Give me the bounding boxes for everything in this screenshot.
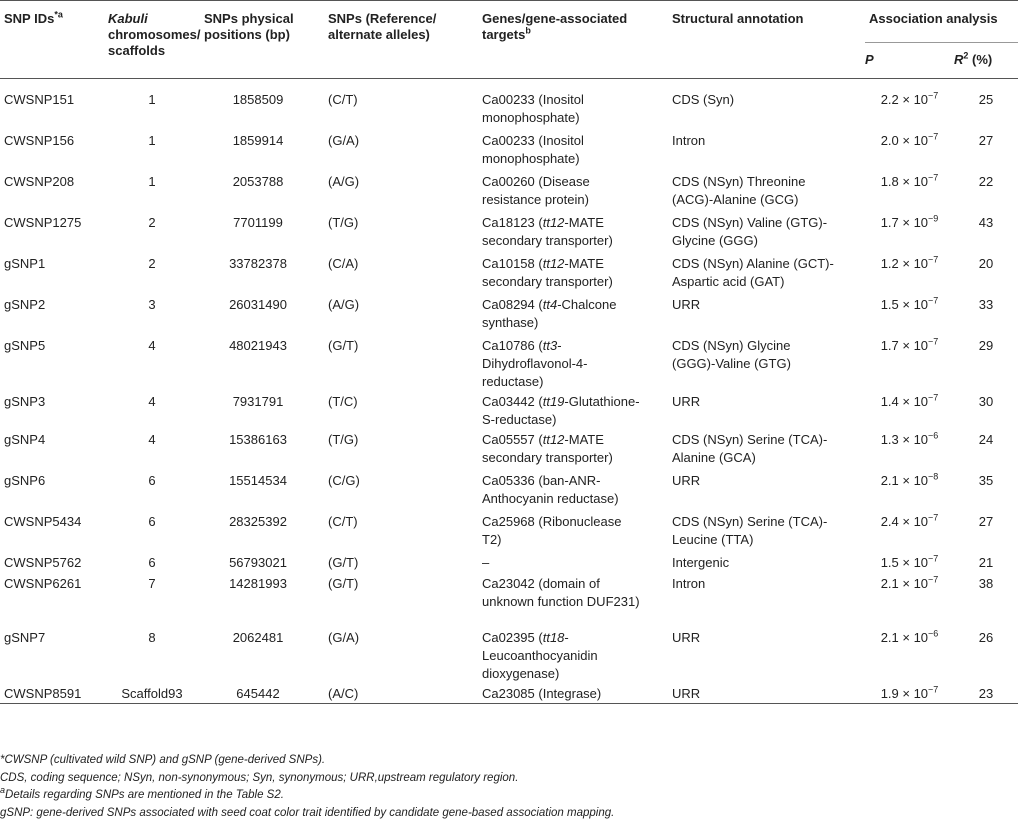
table-body [0,79,1018,704]
cell-structural-annotation: Intron [672,575,706,591]
table-row [0,470,1018,511]
cell-gene-target: Ca23042 (domain of unknown function DUF231) [482,575,640,609]
header-snp-ids: SNP IDs$^{*a}$ [0,1,108,79]
footnote-abbreviations: CDS, coding sequence; NSyn, non-synonymous; Syn, synonymous; URR,upstream regulatory region. [0,771,519,784]
cell-gene-target: Ca05336 (ban-ANR-Anthocyanin reductase) [482,472,619,506]
cell-chromosome: 1 [148,91,156,107]
cell-snp-id: CWSNP1275 [4,214,82,230]
cell-p-value: $2.1 \times 10^{-6}$ [880,628,939,645]
cell-gene-target: Ca02395 (tt18-Leucoanthocyanidin dioxygenase) [482,629,598,681]
cell-snp-id: CWSNP5762 [4,554,82,570]
cell-alleles: (T/G) [328,431,359,447]
cell-p-value: $2.1 \times 10^{-7}$ [880,574,939,591]
cell-r2: 21 [978,554,994,570]
table-row [0,212,1018,253]
cell-r2: 35 [978,472,994,488]
cell-chromosome: 3 [148,296,156,312]
table-row [0,429,1018,470]
cell-r2: 23 [954,683,1018,704]
header-structural: Structural annotation [668,1,865,79]
cell-structural-annotation: URR [672,472,701,488]
cell-chromosome: Scaffold93 [108,683,196,704]
cell-r2: 33 [978,296,994,312]
cell-gene-target: Ca00260 (Disease resistance protein) [482,173,590,207]
cell-alleles: (G/T) [328,554,359,570]
cell-alleles: (G/A) [328,132,360,148]
header-alleles: SNPs (Reference/ alternate alleles) [320,1,478,79]
cell-position: 2062481 [232,629,284,645]
cell-position: 7931791 [232,393,284,409]
header-association: Association analysis [865,1,1018,43]
cell-alleles: (C/T) [328,91,358,107]
cell-gene-target: Ca05557 (tt12-MATE secondary transporter) [482,431,613,465]
cell-position: 56793021 [229,554,287,570]
cell-p-value: $1.3 \times 10^{-6}$ [880,430,939,447]
cell-chromosome: 4 [148,337,156,353]
cell-gene-target: Ca18123 (tt12-MATE secondary transporter) [482,214,613,248]
table-row [0,294,1018,335]
cell-p-value: $1.8 \times 10^{-7}$ [880,172,939,189]
footnote-gsnp: gSNP: gene-derived SNPs associated with seed coat color trait identified by candidate gene-based association mapping. [0,807,615,820]
cell-snp-id: CWSNP151 [4,91,75,107]
cell-position: 7701199 [233,214,283,230]
cell-p-value: $1.7 \times 10^{-9}$ [880,213,939,230]
cell-alleles: (T/G) [328,214,359,230]
cell-gene-target: Ca03442 (tt19-Glutathione-S-reductase) [482,393,640,427]
cell-position: 15514534 [229,472,287,488]
cell-structural-annotation: Intergenic [672,554,730,570]
cell-chromosome: 1 [148,132,156,148]
cell-gene-target: – [482,554,490,570]
cell-r2: 26 [978,629,994,645]
cell-gene-target: Ca00233 (Inositol monophosphate) [482,132,584,166]
cell-position: 48021943 [229,337,287,353]
cell-chromosome: 7 [148,575,156,591]
cell-r2: 43 [978,214,994,230]
table-footnotes [0,752,1018,823]
cell-position: 33782378 [229,255,287,271]
cell-chromosome: 1 [148,173,156,189]
cell-r2: 25 [978,91,994,107]
cell-structural-annotation: CDS (NSyn) Glycine (GGG)-Valine (GTG) [672,337,791,371]
cell-p-value: $1.9 \times 10^{-7}$ [865,683,954,704]
cell-alleles: (A/C) [320,683,478,704]
cell-snp-id: gSNP3 [4,393,46,409]
cell-structural-annotation: CDS (Syn) [672,91,735,107]
cell-snp-id: CWSNP8591 [0,683,108,704]
header-genes: Genes/gene-associated targets$^b$ [478,1,668,79]
table-row [0,391,1018,429]
cell-gene-target: Ca10158 (tt12-MATE secondary transporter) [482,255,613,289]
cell-snp-id: gSNP6 [4,472,46,488]
cell-p-value: $1.4 \times 10^{-7}$ [880,392,939,409]
cell-chromosome: 6 [148,472,156,488]
cell-snp-id: CWSNP208 [4,173,75,189]
cell-structural-annotation: CDS (NSyn) Alanine (GCT)-Aspartic acid (GAT) [672,255,834,289]
footnote-snp-types: *CWSNP (cultivated wild SNP) and gSNP (gene-derived SNPs). [0,754,326,766]
cell-snp-id: gSNP7 [4,629,46,645]
cell-alleles: (C/G) [328,472,360,488]
cell-chromosome: 6 [148,554,156,570]
header-p: P [865,43,954,79]
cell-snp-id: gSNP4 [4,431,46,447]
cell-alleles: (G/T) [328,337,359,353]
cell-gene-target: Ca23085 (Integrase) [478,683,668,704]
cell-r2: 27 [978,132,994,148]
cell-structural-annotation: URR [672,393,701,409]
table-row [0,627,1018,683]
cell-structural-annotation: URR [672,296,701,312]
table-header [0,1,1018,79]
cell-p-value: $2.1 \times 10^{-8}$ [880,471,939,488]
cell-structural-annotation: CDS (NSyn) Serine (TCA)-Alanine (GCA) [672,431,828,465]
cell-p-value: $2.2 \times 10^{-7}$ [880,90,939,107]
cell-position: 2053788 [232,173,284,189]
cell-snp-id: CWSNP6261 [4,575,82,591]
cell-structural-annotation: CDS (NSyn) Serine (TCA)-Leucine (TTA) [672,513,828,547]
cell-chromosome: 2 [148,214,156,230]
cell-alleles: (C/A) [328,255,359,271]
cell-p-value: $1.7 \times 10^{-7}$ [880,336,939,353]
cell-position: 1859914 [232,132,284,148]
cell-snp-id: gSNP2 [4,296,46,312]
table-row [0,89,1018,130]
cell-gene-target: Ca25968 (Ribonuclease T2) [482,513,622,547]
cell-gene-target: Ca10786 (tt3-Dihydroflavonol-4-reductase) [482,337,588,389]
cell-chromosome: 2 [148,255,156,271]
cell-p-value: $2.4 \times 10^{-7}$ [880,512,939,529]
cell-alleles: (T/C) [328,393,358,409]
table-row [0,573,1018,627]
cell-r2: 27 [978,513,994,529]
table-row [0,683,1018,704]
cell-snp-id: gSNP5 [4,337,46,353]
spacer-row [0,79,1018,89]
cell-r2: 29 [978,337,994,353]
cell-r2: 24 [978,431,994,447]
cell-position: 1858509 [232,91,284,107]
table-row [0,335,1018,391]
cell-position: 15386163 [229,431,287,447]
cell-r2: 38 [978,575,994,591]
cell-r2: 20 [978,255,994,271]
cell-r2: 22 [978,173,994,189]
cell-alleles: (G/T) [328,575,359,591]
table-row [0,253,1018,294]
cell-position: 26031490 [229,296,287,312]
cell-alleles: (A/G) [328,173,360,189]
cell-position: 645442 [196,683,320,704]
cell-snp-id: gSNP1 [4,255,46,271]
header-kabuli: Kabuli chromosomes/ scaffolds [108,1,196,79]
cell-snp-id: CWSNP156 [4,132,75,148]
cell-chromosome: 4 [148,393,156,409]
table-row [0,130,1018,171]
cell-structural-annotation: Intron [672,132,706,148]
cell-structural-annotation: URR [672,629,701,645]
table-row [0,552,1018,573]
cell-snp-id: CWSNP5434 [4,513,82,529]
cell-structural-annotation: CDS (NSyn) Threonine (ACG)-Alanine (GCG) [672,173,806,207]
cell-structural-annotation: URR [668,683,865,704]
cell-gene-target: Ca00233 (Inositol monophosphate) [482,91,584,125]
table-row [0,171,1018,212]
table-row [0,511,1018,552]
footnote-details: $^a$Details regarding SNPs are mentioned in the Table S2. [0,785,284,802]
cell-position: 28325392 [229,513,287,529]
header-positions: SNPs physical positions (bp) [196,1,320,79]
cell-chromosome: 6 [148,513,156,529]
cell-p-value: $1.5 \times 10^{-7}$ [880,553,939,570]
cell-gene-target: Ca08294 (tt4-Chalcone synthase) [482,296,617,330]
cell-alleles: (A/G) [328,296,360,312]
cell-chromosome: 4 [148,431,156,447]
cell-alleles: (G/A) [328,629,360,645]
header-r2: $R^2$ (%) [954,43,1018,79]
cell-position: 14281993 [229,575,287,591]
cell-p-value: $1.5 \times 10^{-7}$ [880,295,939,312]
cell-r2: 30 [978,393,994,409]
cell-chromosome: 8 [148,629,156,645]
cell-structural-annotation: CDS (NSyn) Valine (GTG)-Glycine (GGG) [672,214,828,248]
cell-p-value: $1.2 \times 10^{-7}$ [880,254,939,271]
cell-p-value: $2.0 \times 10^{-7}$ [880,131,939,148]
cell-alleles: (C/T) [328,513,358,529]
